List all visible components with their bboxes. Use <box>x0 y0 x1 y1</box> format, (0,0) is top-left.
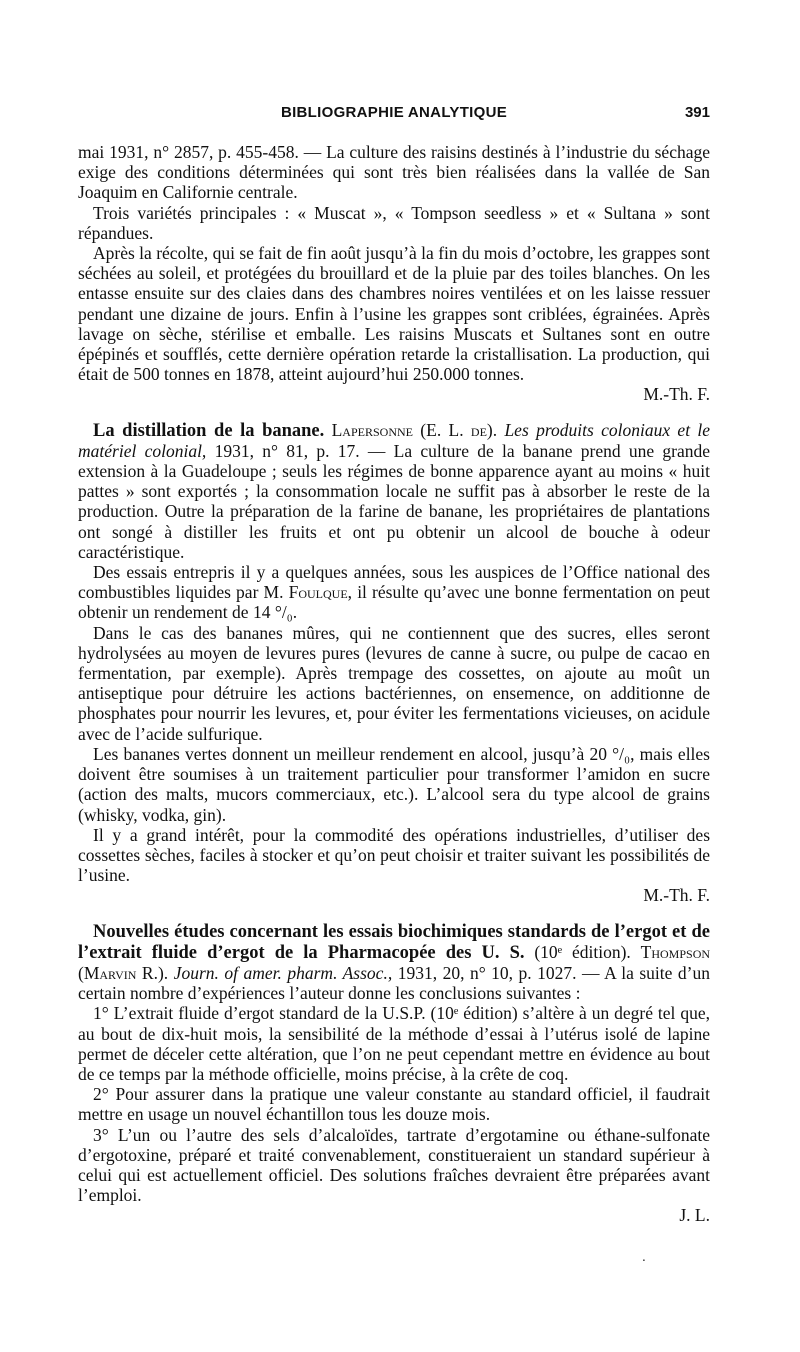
page-body <box>78 142 710 1226</box>
entry3-paragraph-3: 2° Pour assurer dans la pratique une valeur constante au standard officiel, il faudrait mettre en usage un nouvel échantillon tous les douze mois. <box>78 1084 710 1125</box>
entry2-paragraph-1 <box>78 420 710 562</box>
entry3-paragraph-1-text: A la suite d’un certain nombre d’expériences l’auteur donne les conclusions suivantes : <box>78 962 710 1004</box>
page-number: 391 <box>684 104 710 121</box>
entry3-paragraph-2: 1° L’extrait fluide d’ergot standard de la U.S.P. (10ᵉ édition) s’altère à un degré tel que, au bout de dix-huit mois, la sensibilité de la méthode d’essai à l’utérus isolé de lapine permet de déceler cette altération, que l’on ne peut cependant mettre en évidence au bout de ce temps par la méthode officielle, moins précise, à la crête de coq. <box>78 1003 710 1084</box>
running-title: BIBLIOGRAPHIE ANALYTIQUE <box>280 104 508 121</box>
entry2-author: Lapersonne (E. L. de). <box>331 419 498 440</box>
entry3-author: Thompson (Marvin R.). <box>78 941 711 983</box>
entry3-paragraph-4-text: 3° L’un ou l’autre des sels d’alcaloïdes, tartrate d’ergotamine ou éthane-sulfonate d’ergotoxine, préparé et traité convenablement, constitueraient un standard supérieur à celui qui est actuellement officiel. Des solutions fraîches devraient être préparées avant l’emploi. <box>78 1124 710 1206</box>
entry2-title: La distillation de la banane. <box>93 420 325 441</box>
entry1-paragraph-2: Trois variétés principales : « Muscat », « Tompson seedless » et « Sultana » sont répandues. <box>78 202 710 243</box>
entry2-reference: 1931, n° 81, p. 17. — <box>214 440 386 461</box>
entry1-paragraph-3-text: Après la récolte, qui se fait de fin août jusqu’à la fin du mois d’octobre, les grappes sont séchées au soleil, et protégées du brouillard et de la pluie par des toiles blanches. On les entasse ensuite sur des claies dans des chambres noires ventilées et on les laisse ressuer pendant une dizaine de jours. Enfin à l’usine les grappes sont criblées, égrainées. Après lavage on sèche, stérilise et emballe. Les raisins Muscats et Sultanes sont en outre épépinés et soufflés, cette dernière opération retarde la cristallisation. La production, qui était de 500 tonnes en 1878, atteint aujourd’hui 250.000 tonnes. <box>78 243 710 385</box>
entry2-paragraph-2 <box>78 562 710 623</box>
entry3-reference: 1931, 20, n° 10, p. 1027. — <box>397 962 600 983</box>
entry3-edition: (10ᵉ édition). <box>534 941 631 962</box>
ink-speck: . <box>642 1250 646 1264</box>
page-header <box>78 104 710 126</box>
entry-ergot <box>78 921 710 1226</box>
entry3-paragraph-4 <box>78 1125 710 1226</box>
entry3-source: Journ. of amer. pharm. Assoc., <box>173 962 393 983</box>
entry3-title: Nouvelles études concernant les essais biochimiques standards de l’ergot et de l’extrait fluide d’ergot de la Pharmacopée des U. S. <box>78 921 710 963</box>
entry3-signature: J. L. <box>679 1205 710 1226</box>
entry-raisins <box>78 142 710 405</box>
entry2-paragraph-2-text-a: Des essais entrepris il y a quelques années, sous les auspices de l’Office national des combustibles liquides par M. <box>78 562 710 603</box>
entry2-paragraph-5 <box>78 825 710 906</box>
entry2-paragraph-4: Les bananes vertes donnent un meilleur rendement en alcool, jusqu’à 20 °/₀, mais elles doivent être soumises à un traitement particulier pour transformer l’amidon en sucre (action des malts, mucors commerciaux, etc.). L’alcool sera du type alcool de grains (whisky, vodka, gin). <box>78 743 710 825</box>
entry-banane <box>78 420 710 906</box>
entry2-paragraph-5-text: Il y a grand intérêt, pour la commodité des opérations industrielles, d’utiliser des cossettes sèches, faciles à stocker et qu’on peut choisir et traiter suivant les possibilités de l’usine. <box>78 824 710 886</box>
entry2-paragraph-3: Dans le cas des bananes mûres, qui ne contiennent que des sucres, elles seront hydrolysées au moyen de levures pures (levures de canne à sucre, ou pulpe de cacao en fermentation, par exemple). Après trempage des cossettes, on ajoute au moût un antiseptique pour détruire les actions bactériennes, on ensemence, on additionne de phosphates pour nourrir les levures, et, pour éviter les fermentations vicieuses, on acidule avec de l’acide sulfurique. <box>78 622 710 744</box>
entry2-signature: M.-Th. F. <box>643 885 710 906</box>
entry3-paragraph-1 <box>78 921 710 1004</box>
entry1-paragraph-3 <box>78 243 710 405</box>
entry2-paragraph-1-text: La culture de la banane prend une grande extension à la Guadeloupe ; seuls les régimes de bonne apparence ayant au moins « huit pattes » sont exportés ; la consommation locale ne suffit pas à absorber le reste de la production. Outre la préparation de la farine de banane, les propriétaires de plantations ont songé à distiller les fruits et ont pu obtenir un alcool de bouche à odeur caractéristique. <box>78 440 710 562</box>
entry2-person-name: Foulque, <box>288 582 353 603</box>
entry1-signature: M.-Th. F. <box>643 384 710 405</box>
entry2-paragraph-2-text-b: il résulte qu’avec une bonne fermentation on peut obtenir un rendement de 14 °/₀. <box>78 582 710 623</box>
entry2-source: Les produits coloniaux et le matériel colonial, <box>78 419 711 461</box>
entry1-paragraph-1: mai 1931, n° 2857, p. 455-458. — La culture des raisins destinés à l’industrie du séchage exige des conditions déterminées qui sont très bien réalisées dans la vallée de San Joaquim en Californie centrale. <box>78 142 710 203</box>
